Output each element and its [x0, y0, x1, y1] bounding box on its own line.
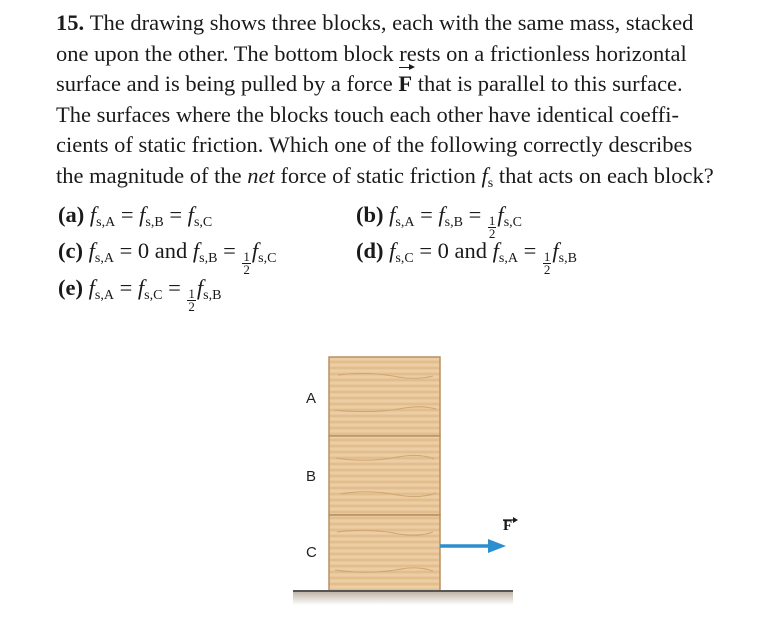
problem-line-4: The surfaces where the blocks touch each other have identical coeffi-	[56, 101, 680, 127]
force-label: F	[503, 518, 513, 534]
block-c	[329, 515, 440, 591]
block-label-a: A	[306, 390, 317, 407]
problem-line-6: the magnitude of the net force of static friction $f_s$ that acts on each block?	[56, 162, 714, 191]
option-a-math: $f_{s,A} = f_{s,B} = f_{s,C}$	[89, 202, 213, 231]
block-b	[329, 436, 440, 515]
force-vector-symbol: F	[398, 69, 412, 100]
option-d[interactable]: (d) $f_{s,C} = 0$ and $f_{s,A}$ = $\frac{1}{2}$ $f_{s,B}$	[356, 238, 577, 278]
problem-number: 15.	[56, 10, 85, 35]
problem-line-3: surface and is being pulled by a force F that is parallel to this surface.	[56, 69, 764, 100]
option-b[interactable]: (b) $f_{s,A} = f_{s,B}$ = $\frac{1}{2}$ $f_{s,C}$	[356, 202, 522, 242]
option-c[interactable]: (c) $f_{s,A} = 0$ and $f_{s,B}$ = $\frac{1}{2}$ $f_{s,C}$	[58, 238, 277, 278]
option-e-math: $f_{s,A} = f_{s,C}$ = $\frac{1}{2}$ $f_{s,B}$	[88, 275, 222, 315]
problem-line-2: one upon the other. The bottom block rests on a frictionless horizontal	[56, 40, 687, 66]
option-d-math: $f_{s,C} = 0$ and $f_{s,A}$ = $\frac{1}{2}$ $f_{s,B}$	[389, 238, 577, 278]
problem-line-1: 15. The drawing shows three blocks, each with the same mass, stacked	[56, 8, 764, 39]
option-b-math: $f_{s,A} = f_{s,B}$ = $\frac{1}{2}$ $f_{s,C}$	[389, 202, 522, 242]
block-label-c: C	[306, 544, 317, 561]
problem-line-5: cients of static friction. Which one of the following correctly describes	[56, 132, 693, 157]
option-a[interactable]: (a) $f_{s,A} = f_{s,B} = f_{s,C}$	[58, 202, 213, 231]
force-arrow	[440, 539, 506, 553]
block-label-b: B	[306, 468, 317, 485]
block-a	[329, 357, 440, 436]
option-c-math: $f_{s,A} = 0$ and $f_{s,B}$ = $\frac{1}{2}$ $f_{s,C}$	[88, 238, 277, 278]
option-e[interactable]: (e) $f_{s,A} = f_{s,C}$ = $\frac{1}{2}$ $f_{s,B}$	[58, 275, 222, 315]
ground-surface	[293, 591, 513, 605]
